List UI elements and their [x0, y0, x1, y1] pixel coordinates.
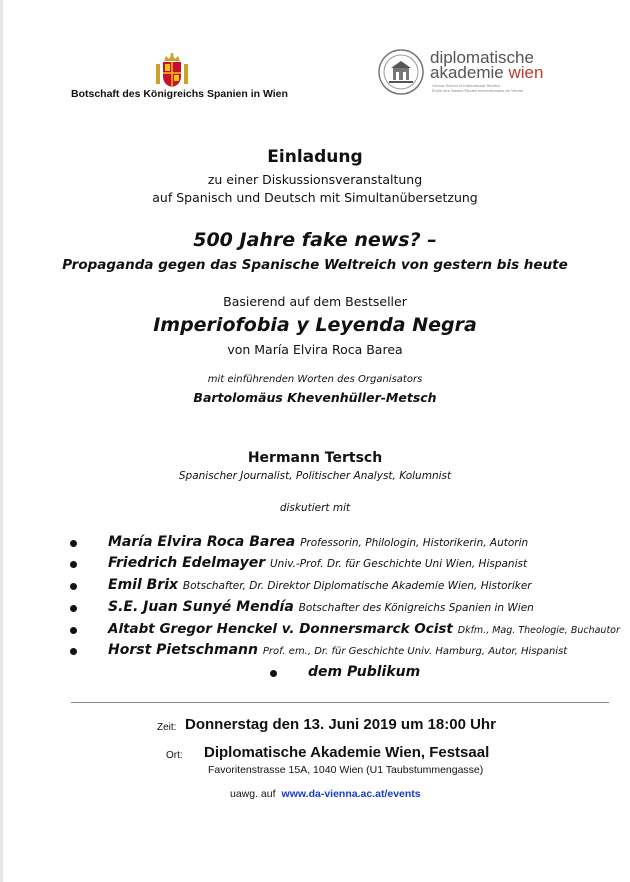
- speaker-role: Spanischer Journalist, Politischer Analyst, Kolumnist: [178, 470, 452, 482]
- event-headline: 500 Jahre fake news? –: [193, 229, 437, 251]
- time-label: Zeit:: [157, 722, 177, 733]
- panelist-name: María Elvira Roca Barea: [108, 534, 296, 550]
- panelist-name: Friedrich Edelmayer: [108, 555, 266, 571]
- academy-subtitle: [432, 83, 523, 93]
- academy-line1: diplomatische: [430, 48, 534, 67]
- book-author: von María Elvira Roca Barea: [227, 342, 403, 357]
- bullet-icon: [70, 627, 77, 634]
- bullet-icon: [70, 583, 77, 590]
- panelist-name: Altabt Gregor Henckel v. Donnersmarck Ocist: [108, 621, 453, 637]
- panelist-name: S.E. Juan Sunyé Mendía: [108, 599, 294, 615]
- rsvp-line: [230, 788, 421, 800]
- academy-sub2: École des Hautes Études Internationales de Vienne: [432, 88, 524, 93]
- bullet-icon: [70, 540, 77, 547]
- event-time: Donnerstag den 13. Juni 2019 um 18:00 Uhr: [185, 716, 496, 733]
- embassy-name: Botschaft des Königreichs Spanien in Wien: [71, 88, 288, 100]
- page-edge: [0, 0, 3, 882]
- book-title: Imperiofobia y Leyenda Negra: [153, 314, 477, 336]
- event-place: Diplomatische Akademie Wien, Festsaal: [204, 744, 490, 761]
- invitation-subtitle-2: auf Spanisch und Deutsch mit Simultanübersetzung: [152, 190, 478, 205]
- panelist-name: Horst Pietschmann: [108, 642, 258, 658]
- divider: [71, 702, 609, 703]
- academy-line2: [430, 65, 543, 80]
- invitation-subtitle-1: zu einer Diskussionsveranstaltung: [207, 172, 423, 187]
- panelist-desc: Univ.-Prof. Dr. für Geschichte Uni Wien, Hispanist: [269, 558, 528, 570]
- public-label: dem Publikum: [308, 664, 421, 680]
- panelist-desc: Dkfm., Mag. Theologie, Buchautor: [457, 625, 620, 636]
- discusses-with: diskutiert mit: [279, 502, 351, 514]
- bullet-icon: [70, 605, 77, 612]
- academy-word: akademie: [430, 63, 504, 82]
- panelist-desc: Botschafter des Königreichs Spanien in Wien: [298, 602, 534, 614]
- organizer-name: Bartolomäus Khevenhüller-Metsch: [193, 390, 437, 405]
- intro-words: mit einführenden Worten des Organisators: [207, 374, 423, 385]
- panelist-desc: Botschafter, Dr. Direktor Diplomatische Akademie Wien, Historiker: [182, 580, 532, 592]
- panelist-name: Emil Brix: [108, 577, 179, 593]
- place-label: Ort:: [166, 750, 183, 761]
- bullet-icon: [270, 670, 277, 677]
- rsvp-label: uawg. auf: [230, 788, 276, 800]
- bullet-icon: [70, 561, 77, 568]
- panelist-desc: Professorin, Philologin, Historikerin, Autorin: [300, 537, 529, 549]
- speaker-name: Hermann Tertsch: [247, 450, 383, 466]
- event-address: Favoritenstrasse 15A, 1040 Wien (U1 Taubstummengasse): [208, 764, 484, 776]
- academy-wordmark: [430, 50, 543, 80]
- spain-coat-of-arms-icon: [154, 52, 190, 90]
- event-subheadline: Propaganda gegen das Spanische Weltreich von gestern bis heute: [62, 257, 568, 273]
- academy-seal-icon: [377, 48, 425, 96]
- academy-city: wien: [508, 63, 544, 82]
- based-on-label: Basierend auf dem Bestseller: [223, 294, 407, 309]
- invitation-title: Einladung: [267, 147, 363, 167]
- panelist-desc: Prof. em., Dr. für Geschichte Univ. Hamburg, Autor, Hispanist: [262, 646, 568, 657]
- academy-sub1: Vienna School of International Studies: [432, 83, 500, 88]
- rsvp-link[interactable]: www.da-vienna.ac.at/events: [281, 788, 421, 800]
- bullet-icon: [70, 648, 77, 655]
